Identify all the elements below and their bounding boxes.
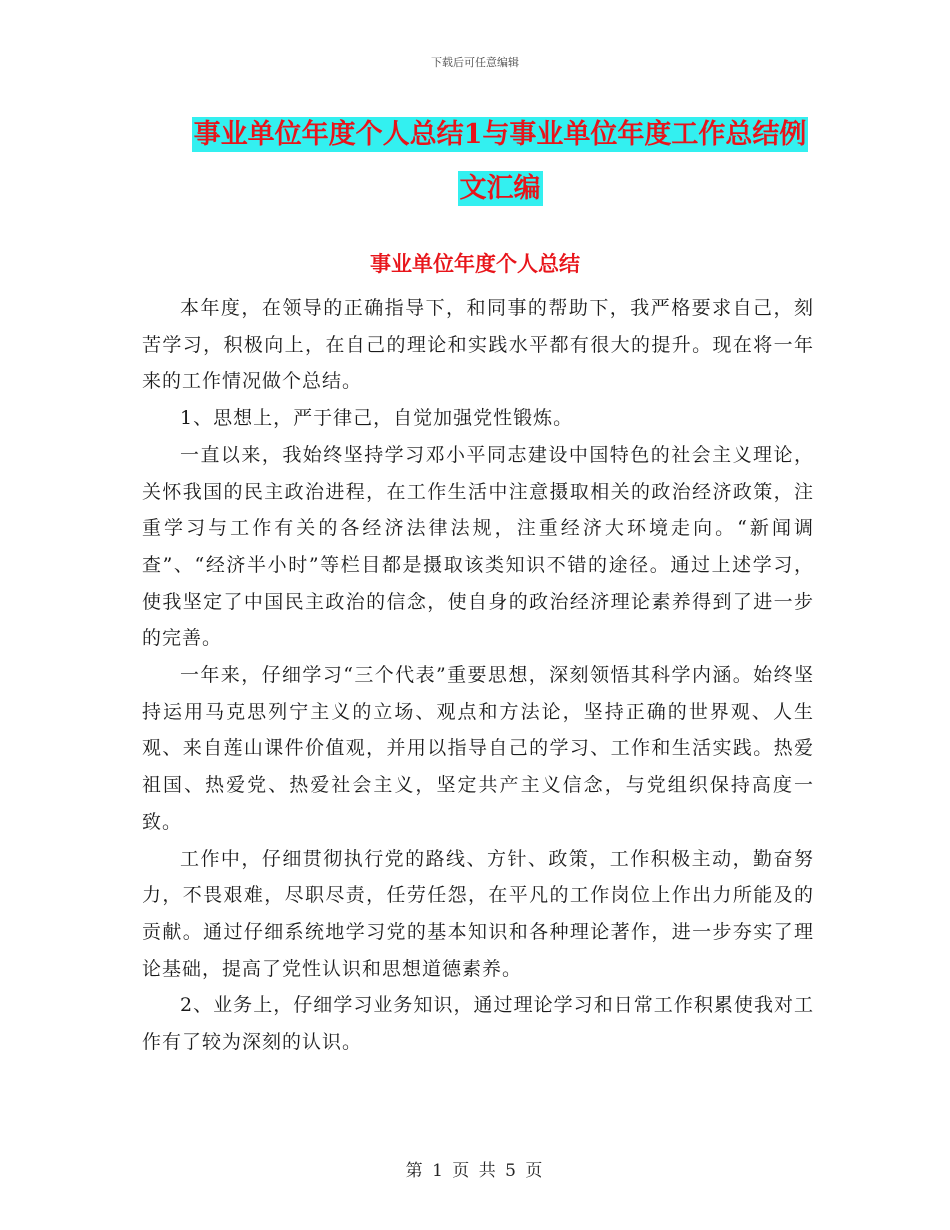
page-footer: 第 1 页 共 5 页 bbox=[405, 1161, 545, 1181]
paragraph: 本年度，在领导的正确指导下，和同事的帮助下，我严格要求自己，刻苦学习，积极向上，在自己的理论和实践水平都有很大的提升。现在将一年来的工作情况做个总结。 bbox=[142, 297, 814, 393]
section-title: 事业单位年度个人总结 bbox=[370, 251, 580, 276]
document-body bbox=[142, 290, 814, 1061]
paragraph: 一年来，仔细学习“三个代表”重要思想，深刻领悟其科学内涵。始终坚持运用马克思列宁主义的立场、观点和方法论，坚持正确的世界观、人生观、来自莲山课件价值观，并用以指导自己的学习、工作和生活实践。热爱祖国、热爱党、热爱社会主义，坚定共产主义信念，与党组织保持高度一致。 bbox=[142, 664, 814, 833]
paragraph: 工作中，仔细贯彻执行党的路线、方针、政策，工作积极主动，勤奋努力，不畏艰难，尽职尽责，任劳任怨，在平凡的工作岗位上作出力所能及的贡献。通过仔细系统地学习党的基本知识和各种理论著作，进一步夯实了理论基础，提高了党性认识和思想道德素养。 bbox=[142, 847, 814, 980]
title-line-1: 事业单位年度个人总结1与事业单位年度工作总结例 bbox=[193, 119, 807, 150]
page-header: 下载后可任意编辑 bbox=[431, 56, 519, 69]
paragraph: 一直以来，我始终坚持学习邓小平同志建设中国特色的社会主义理论，关怀我国的民主政治进程，在工作生活中注意摄取相关的政治经济政策，注重学习与工作有关的各经济法律法规，注重经济大环境走向。“新闻调查”、“经济半小时”等栏目都是摄取该类知识不错的途径。通过上述学习，使我坚定了中国民主政治的信念，使自身的政治经济理论素养得到了进一步的完善。 bbox=[142, 443, 814, 650]
document-title bbox=[180, 108, 820, 216]
paragraph: 1、思想上，严于律己，自觉加强党性锻炼。 bbox=[180, 407, 574, 430]
title-line-2: 文汇编 bbox=[459, 173, 541, 204]
paragraph: 2、业务上，仔细学习业务知识，通过理论学习和日常工作积累使我对工作有了较为深刻的认识。 bbox=[142, 994, 814, 1054]
